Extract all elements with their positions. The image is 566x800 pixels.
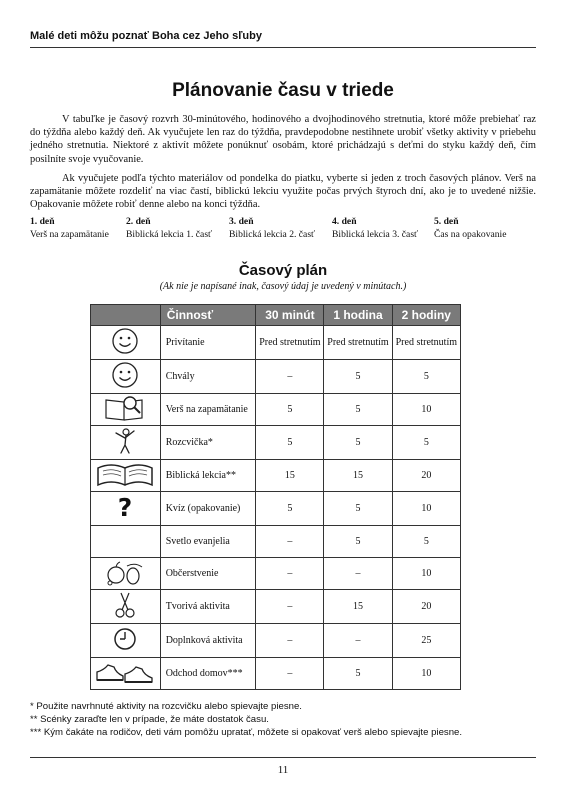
value-60-cell: 15	[324, 460, 392, 492]
activity-cell: Rozcvička*	[160, 426, 256, 460]
value-120-cell: 10	[392, 492, 460, 526]
day-item: 2. deň Biblická lekcia 1. časť	[126, 216, 213, 240]
activity-cell: Kvíz (opakovanie)	[160, 492, 256, 526]
value-60-cell: 15	[324, 589, 392, 623]
value-60-cell: –	[324, 623, 392, 657]
footnote: * Použite navrhnuté aktivity na rozcvičku alebo spievajte piesne.	[30, 701, 302, 712]
value-60-cell: 5	[324, 526, 392, 558]
value-30-cell: Pred stretnutím	[256, 326, 324, 360]
value-120-cell: 10	[392, 557, 460, 589]
value-120-cell: 20	[392, 589, 460, 623]
activity-cell: Svetlo evanjelia	[160, 526, 256, 558]
column-header: 1 hodina	[324, 305, 392, 326]
value-30-cell: –	[256, 657, 324, 689]
value-60-cell: –	[324, 557, 392, 589]
day-item: 1. deň Verš na zapamätanie	[30, 216, 109, 240]
table-row	[91, 526, 461, 558]
question-mark-icon	[110, 492, 140, 525]
smiley-icon	[110, 326, 140, 359]
magnifier-book-icon	[102, 394, 148, 425]
value-120-cell: 5	[392, 360, 460, 394]
icon-cell	[91, 394, 161, 426]
smiley-icon	[110, 360, 140, 393]
footnote: *** Kým čakáte na rodičov, deti vám pomôžu upratať, môžete si opakovať verš alebo spievajte piesne.	[30, 727, 463, 738]
value-30-cell: 5	[256, 492, 324, 526]
icon-cell	[91, 326, 161, 360]
value-30-cell: –	[256, 526, 324, 558]
day-item: 3. deň Biblická lekcia 2. časť	[229, 216, 316, 240]
table-row	[91, 492, 461, 526]
activity-cell: Doplnková aktivita	[160, 623, 256, 657]
scissors-icon	[110, 590, 140, 623]
value-120-cell: 10	[392, 394, 460, 426]
intro-paragraph	[30, 113, 536, 166]
shoes-icon	[94, 658, 156, 689]
icon-cell	[91, 360, 161, 394]
schedule-paragraph	[30, 172, 536, 212]
value-120-cell: 5	[392, 526, 460, 558]
icon-cell	[91, 589, 161, 623]
table-row	[91, 623, 461, 657]
day-item: 4. deň Biblická lekcia 3. časť	[332, 216, 419, 240]
table-row	[91, 589, 461, 623]
table-row	[91, 394, 461, 426]
value-60-cell: 5	[324, 360, 392, 394]
day-item: 5. deň Čas na opakovanie	[434, 216, 507, 240]
value-30-cell: –	[256, 623, 324, 657]
value-60-cell: Pred stretnutím	[324, 326, 392, 360]
value-120-cell: 5	[392, 426, 460, 460]
icon-cell	[91, 526, 161, 558]
table-row	[91, 557, 461, 589]
plan-title: Časový plán	[238, 262, 328, 279]
schedule-table	[90, 304, 461, 690]
activity-cell: Chvály	[160, 360, 256, 394]
activity-cell: Občerstvenie	[160, 557, 256, 589]
value-120-cell: 10	[392, 657, 460, 689]
value-60-cell: 5	[324, 492, 392, 526]
table-row	[91, 326, 461, 360]
footnote: ** Scénky zaraďte len v prípade, že máte dostatok času.	[30, 714, 269, 725]
plan-subtitle: (Ak nie je napísané inak, časový údaj je uvedený v minútach.)	[159, 281, 407, 292]
value-30-cell: –	[256, 360, 324, 394]
value-120-cell: 25	[392, 623, 460, 657]
svg-text:?: ?	[118, 493, 133, 522]
value-30-cell: –	[256, 557, 324, 589]
value-120-cell: 20	[392, 460, 460, 492]
paragraph-2: Ak vyučujete podľa týchto materiálov od pondelka do piatku, vyberte si jeden z troch časových plánov. Verš na zapamätanie môžete rozdeliť na viac častí, biblickú lekciu využite počas prvých štyroch dní, ako je to uvedené nižšie. Opakovanie môžete robiť denne alebo na konci týždňa.	[30, 173, 536, 211]
icon-cell	[91, 557, 161, 589]
activity-cell: Verš na zapamätanie	[160, 394, 256, 426]
column-header: 2 hodiny	[392, 305, 460, 326]
icon-cell	[91, 657, 161, 689]
activity-cell: Tvorivá aktivita	[160, 589, 256, 623]
value-30-cell: 5	[256, 426, 324, 460]
value-60-cell: 5	[324, 426, 392, 460]
paragraph-1: V tabuľke je časový rozvrh 30-minútového, hodinového a dvojhodinového stretnutia, ktoré môže prebiehať raz do týždňa alebo každý deň. Ak vyučujete len raz do týždňa, pravdepodobne nestihnete urobiť všetky aktivity v priebehu jedného stretnutia. Niektoré z aktivít môžete ponúknuť osobám, ktoré prichádzajú s deťmi do styku každý deň, čím posilníte svoje vyučovanie.	[30, 114, 536, 165]
page-title: Plánovanie času v triede	[172, 80, 394, 101]
value-60-cell: 5	[324, 657, 392, 689]
running-header: Malé deti môžu poznať Boha cez Jeho sľuby	[30, 30, 262, 42]
stretching-figure-icon	[110, 426, 140, 459]
value-30-cell: –	[256, 589, 324, 623]
icon-cell	[91, 623, 161, 657]
icon-cell	[91, 460, 161, 492]
value-120-cell: Pred stretnutím	[392, 326, 460, 360]
page-number: 11	[277, 764, 289, 776]
header-rule	[30, 47, 536, 48]
table-row	[91, 657, 461, 689]
icon-cell	[91, 426, 161, 460]
icon-column-header	[91, 305, 161, 326]
value-30-cell: 15	[256, 460, 324, 492]
column-header: 30 minút	[256, 305, 324, 326]
activity-cell: Privítanie	[160, 326, 256, 360]
column-header: Činnosť	[160, 305, 256, 326]
clock-icon	[110, 624, 140, 657]
value-30-cell: 5	[256, 394, 324, 426]
footnotes	[30, 700, 462, 739]
activity-cell: Biblická lekcia**	[160, 460, 256, 492]
table-row	[91, 426, 461, 460]
footer-rule	[30, 757, 536, 758]
icon-cell	[91, 492, 161, 526]
table-row	[91, 460, 461, 492]
open-bible-icon	[95, 460, 155, 491]
activity-cell: Odchod domov***	[160, 657, 256, 689]
table-row	[91, 360, 461, 394]
value-60-cell: 5	[324, 394, 392, 426]
table-header-row	[91, 305, 461, 326]
fruit-icon	[102, 558, 148, 589]
